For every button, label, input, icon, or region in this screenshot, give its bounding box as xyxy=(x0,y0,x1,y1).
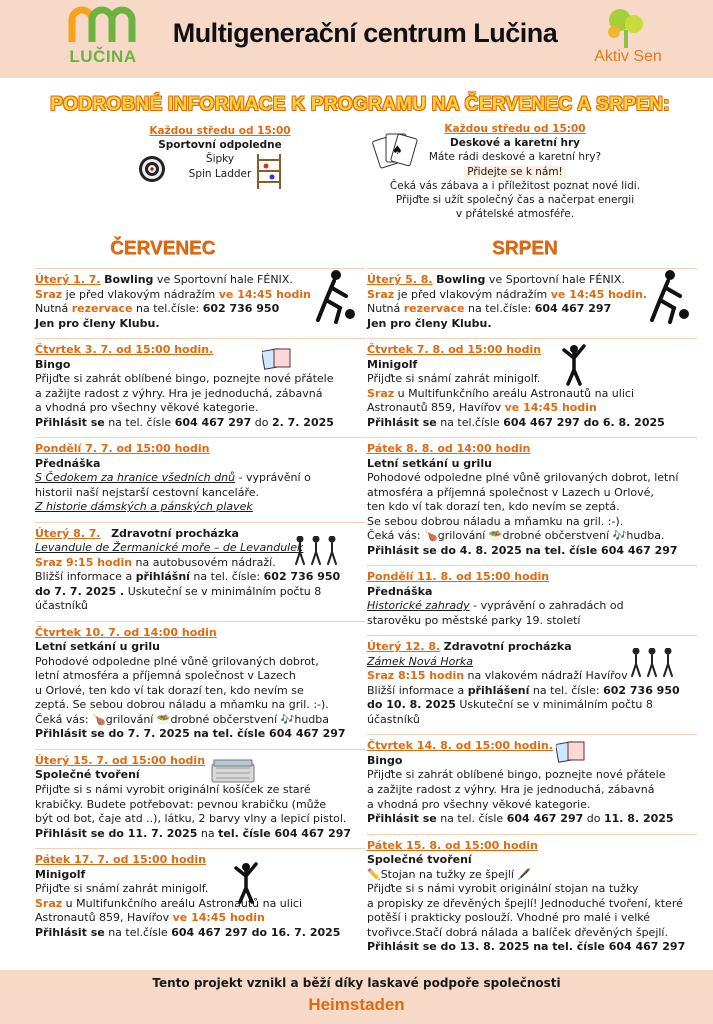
event-topic: Zámek Nová Horka xyxy=(367,654,473,668)
weekly-sports-title: Sportovní odpoledne xyxy=(158,139,282,152)
event-text: - vyprávění o zahradách od xyxy=(469,599,624,613)
event-minigolf-july xyxy=(35,853,365,940)
divider xyxy=(35,848,365,849)
event-grill-july xyxy=(35,626,365,742)
walkers-icon xyxy=(628,648,676,678)
event-date: Úterý 5. 8. xyxy=(367,273,433,286)
program-heading: PODROBNÉ INFORMACE K PROGRAMU NA ČERVENEC A SRPEN: xyxy=(50,94,670,115)
event-text: Sraz xyxy=(35,896,63,910)
event-text: letní atmosféra a příjemná společnost v Lazech xyxy=(35,669,296,683)
event-text: potěší i prakticky poslouží. Vhodné pro malé i velké xyxy=(367,911,651,925)
event-text: a vhodná pro všechny věkové kategorie. xyxy=(35,401,259,415)
event-text: u Orlové, ten kdo ví tak dorazí ten, kdo nevím se xyxy=(35,683,304,697)
event-deadline: 2. 7. 2025 xyxy=(271,415,334,429)
event-text: na tel. čísle xyxy=(104,415,175,429)
event-deadline: 11. 8. 2025 xyxy=(603,812,674,826)
event-text: Přijďte si s námi vyrobit originální stojan na tužky xyxy=(367,882,639,896)
event-deadline: do 10. 8. 2025 xyxy=(367,698,456,712)
month-heading-july: ČERVENEC xyxy=(110,238,216,259)
divider xyxy=(35,621,365,622)
event-date: Pátek 8. 8. od 14:00 hodin xyxy=(367,442,531,456)
event-text: Bližší informace a xyxy=(35,570,136,584)
weekly-games-text: Přidejte se k nám! xyxy=(464,166,566,178)
weekly-games-text: Máte rádi deskové a karetní hry? xyxy=(428,151,602,164)
event-text: Sraz xyxy=(35,287,63,301)
event-date: Čtvrtek 3. 7. od 15:00 hodin. xyxy=(35,343,214,357)
event-text: Čeká vás: 🍗grilování 🥗drobné občerstvení 🎶hudba xyxy=(35,712,330,726)
event-title: Společné tvoření xyxy=(35,768,140,782)
dartboard-icon xyxy=(138,155,166,183)
svg-text:♠: ♠ xyxy=(392,143,403,157)
event-phone: 604 467 297 xyxy=(534,302,612,316)
event-topic: Historické zahrady xyxy=(367,599,470,613)
sponsor-name: Heimstaden xyxy=(308,995,405,1014)
month-heading-august: SRPEN xyxy=(492,238,558,259)
event-text: na tel. čísle xyxy=(436,812,507,826)
event-bingo-july xyxy=(35,343,365,430)
spin-ladder-icon xyxy=(254,152,284,190)
event-time: Sraz 9:15 hodin xyxy=(35,555,133,569)
weekly-games-block xyxy=(360,122,670,221)
event-text: a zažijte radost z výhry. Hra je jednoduchá, zábavná xyxy=(367,782,655,796)
event-date: Úterý 8. 7. xyxy=(35,526,101,540)
event-date: Čtvrtek 10. 7. od 14:00 hodin xyxy=(35,625,217,639)
weekly-sports-when: Každou středu od 15:00 xyxy=(149,125,291,137)
event-text: do xyxy=(583,812,604,826)
event-text: atmosféra a příjemná společnost v Lazech u Orlové, xyxy=(367,485,654,499)
weekly-games-text: v přátelské atmosféře. xyxy=(455,208,575,221)
event-title: Přednáška xyxy=(35,456,101,470)
event-text: a vhodná pro všechny věkové kategorie. xyxy=(367,797,591,811)
event-phone: 602 736 950 xyxy=(603,683,680,697)
event-text: na tel.čísle xyxy=(436,415,504,429)
event-text: Přijďte si zahrát oblíbené bingo, poznejte nové přátele xyxy=(35,372,334,386)
weekly-games-text: Přijďte si užít společný čas a načerpat energii xyxy=(395,193,635,206)
event-text: na tel.čísle xyxy=(104,925,172,939)
event-text: Sraz xyxy=(367,287,395,301)
event-date: Úterý 1. 7. xyxy=(35,273,101,286)
event-text: rezervace xyxy=(403,302,465,316)
bowler-icon xyxy=(644,268,690,324)
header-band xyxy=(0,0,713,78)
lucina-logo-icon xyxy=(68,6,138,44)
event-text: - vyprávění o xyxy=(235,471,311,485)
event-text: Přijďte si s námi vyrobit originální košíček ze staré xyxy=(35,782,311,796)
event-title: Bowling xyxy=(104,273,154,286)
event-registration: Přihlásit se do 7. 7. 2025 na tel. čísle 604 467 297 xyxy=(35,727,346,741)
event-text: Nutná xyxy=(367,302,404,316)
event-title: Letní setkání u grilu xyxy=(367,456,492,470)
event-date: Pondělí 7. 7. od 15:00 hodin xyxy=(35,442,210,456)
event-date: Úterý 15. 7. od 15:00 hodin xyxy=(35,753,206,767)
event-date: Čtvrtek 7. 8. od 15:00 hodin xyxy=(367,343,542,357)
event-text: u Multifunkčního areálu Astronautů na ulici xyxy=(62,896,302,910)
event-text: Přijďte si zahrát oblíbené bingo, poznejte nové přátele xyxy=(367,768,666,782)
event-text: účastníků xyxy=(367,712,420,726)
event-text: Čeká vás: 🍗grilování 🥗drobné občerstvení 🎶hudba. xyxy=(367,529,665,543)
event-text: být od bot, čaje atd ..), látku, 2 barvy vlny a lepicí pistol. xyxy=(35,812,347,826)
event-text: účastníků xyxy=(35,599,88,613)
event-time: Sraz 8:15 hodin xyxy=(367,669,465,683)
event-text: na tel. čísle: xyxy=(529,683,604,697)
event-phone: 602 736 950 xyxy=(202,302,280,316)
event-craft-july xyxy=(35,754,365,841)
event-text: Astronautů 859, Havířov xyxy=(35,911,173,925)
aktivsen-logo xyxy=(572,6,682,72)
event-text: Přihlásit se xyxy=(35,415,105,429)
event-text: Jen pro členy Klubu. xyxy=(367,316,492,330)
event-text: na tel. čísle: xyxy=(189,570,264,584)
event-text: Přijďte si snámí zahrát minigolf. xyxy=(367,372,541,386)
event-time: ve 14:45 hodin xyxy=(218,287,311,301)
event-text: Přihlásit se xyxy=(367,812,437,826)
event-grill-august xyxy=(367,442,697,558)
event-text: krabičky. Budete potřebovat: pevnou krabičku (může xyxy=(35,797,327,811)
event-title: Přednáška xyxy=(367,584,433,598)
divider xyxy=(367,338,697,339)
event-topic: Levandule de Žermanické moře – de Levandulek xyxy=(35,541,304,555)
event-text: Přijďte si snámí zahrát minigolf. xyxy=(35,882,209,896)
divider xyxy=(35,749,365,750)
event-text: a propisky ze dřevěných špejlí! Jednoduché tvoření, které xyxy=(367,896,683,910)
golfer-icon xyxy=(232,862,260,904)
event-text: ve Sportovní hale FÉNIX. xyxy=(485,273,625,286)
event-registration: Přihlásit se do 11. 7. 2025 xyxy=(35,826,198,840)
event-title: Bowling xyxy=(436,273,486,286)
event-deadline: do 7. 7. 2025 . xyxy=(35,584,125,598)
event-text: historii naší nejstarší cestovní kanceláře. xyxy=(35,485,259,499)
event-text: na tel.čísle: xyxy=(132,302,203,316)
divider xyxy=(367,635,697,636)
weekly-sports-item: Spin Ladder xyxy=(188,167,252,180)
event-time: ve 14:45 hodin. xyxy=(550,287,648,301)
event-text: a zažijte radost z výhry. Hra je jednoduchá, zábavná xyxy=(35,386,323,400)
event-phone: 604 467 297 do 6. 8. 2025 xyxy=(503,415,665,429)
weekly-games-when: Každou středu od 15:00 xyxy=(444,123,586,135)
event-text: rezervace xyxy=(71,302,133,316)
divider xyxy=(367,437,697,438)
event-title: Minigolf xyxy=(35,867,86,881)
walkers-icon xyxy=(292,536,340,566)
event-phone: tel. čísle 604 467 297 xyxy=(218,826,352,840)
event-title: Bingo xyxy=(367,753,403,767)
divider xyxy=(35,338,365,339)
event-text: Se sebou dobrou náladu a mňamku na gril. :-). xyxy=(367,514,624,528)
lucina-logo xyxy=(58,6,148,68)
event-topic: S Čedokem za hranice všedních dnů xyxy=(35,471,236,485)
event-title: Bingo xyxy=(35,357,71,371)
event-text: Uskuteční se v minimálním počtu 8 xyxy=(455,698,653,712)
event-lecture-july xyxy=(35,442,365,515)
event-text: Jen pro členy Klubu. xyxy=(35,316,160,330)
event-topic: Z historie dámských a pánských plavek xyxy=(35,500,253,514)
event-title: Společné tvoření xyxy=(367,853,472,867)
weekly-games-text: Čeká vás zábava a i příležitost poznat nové lidi. xyxy=(389,179,641,192)
page-title: Multigenerační centrum Lučina xyxy=(172,18,558,48)
bowler-icon xyxy=(310,268,356,324)
event-text: na tel.čísle: xyxy=(464,302,535,316)
bingo-cards-icon xyxy=(556,740,588,764)
aktivsen-logo-text: Aktiv Sen xyxy=(594,48,662,65)
event-phone: 604 467 297 xyxy=(506,812,584,826)
event-text: starověku po městské parky 19. století xyxy=(367,613,581,627)
event-phone: 602 736 950 xyxy=(263,570,341,584)
event-title: Zdravotní procházka xyxy=(443,640,572,654)
event-title: Zdravotní procházka xyxy=(111,526,239,540)
event-phone: 604 467 297 do 16. 7. 2025 xyxy=(171,925,341,939)
tree-logo-icon xyxy=(572,6,682,50)
event-text: do xyxy=(251,415,272,429)
event-text: na autobusovém nádraží. xyxy=(132,555,276,569)
event-text: na vlakovém nádraží Havířov xyxy=(464,669,628,683)
event-registration: Přihlásit se do 4. 8. 2025 na tel. čísle 604 467 297 xyxy=(367,543,678,557)
divider xyxy=(35,437,365,438)
event-phone: 604 467 297 xyxy=(174,415,252,429)
weekly-sports-item: Šipky xyxy=(205,153,235,166)
weekly-games-title: Deskové a karetní hry xyxy=(450,137,580,150)
event-date: Pátek 15. 8. od 15:00 hodin xyxy=(367,838,538,852)
golfer-icon xyxy=(560,344,588,386)
event-text: přihlášení xyxy=(467,683,530,697)
event-text: ✏️Stojan na tužky ze špejlí 🖋️ xyxy=(367,867,532,881)
footer-text: Tento projekt vznikl a běží díky laskavé podpoře společnosti xyxy=(152,976,561,990)
divider xyxy=(35,522,365,523)
event-text: Nutná xyxy=(35,302,72,316)
event-text: Sraz xyxy=(367,386,395,400)
event-text: Pohodové odpoledne plné vůně grilovaných dobrot, letní xyxy=(367,471,679,485)
divider xyxy=(367,834,697,835)
event-date: Úterý 12. 8. xyxy=(367,640,441,654)
event-text: tvořivce.Stačí dobrá nálada a balíček dřevěných špejlí. xyxy=(367,925,668,939)
divider xyxy=(367,734,697,735)
footer-band xyxy=(0,970,713,1024)
event-text: Bližší informace a xyxy=(367,683,468,697)
event-text: ten kdo ví tak dorazí ten, kdo nevím se zeptá. xyxy=(367,500,620,514)
august-column xyxy=(367,268,697,962)
event-text: zeptá. Se sebou dobrou náladu a mňamku na gril. :-). xyxy=(35,698,329,712)
event-text: ve Sportovní hale FÉNIX. xyxy=(153,273,293,286)
event-text: Přihlásit se xyxy=(35,925,105,939)
event-text: Uskuteční se v minimálním počtu 8 xyxy=(124,584,322,598)
event-registration: Přihlásit se do 13. 8. 2025 na tel. čísle 604 467 297 xyxy=(367,940,686,954)
bingo-cards-icon xyxy=(262,347,294,371)
basket-icon xyxy=(210,758,256,784)
lucina-logo-text: LUČINA xyxy=(69,47,137,66)
event-minigolf-august xyxy=(367,343,697,430)
event-title: Letní setkání u grilu xyxy=(35,640,160,654)
event-bingo-august xyxy=(367,739,697,826)
event-text: je před vlakovým nádražím xyxy=(62,287,219,301)
event-text: Přihlásit se xyxy=(367,415,437,429)
event-text: Pohodové odpoledne plné vůně grilovaných dobrot, xyxy=(35,654,319,668)
divider xyxy=(367,565,697,566)
event-text: přihlášní xyxy=(135,570,190,584)
event-date: Čtvrtek 14. 8. od 15:00 hodin. xyxy=(367,739,553,753)
event-lecture-august xyxy=(367,570,697,628)
event-date: Pondělí 11. 8. od 15:00 hodin xyxy=(367,570,550,584)
event-text: je před vlakovým nádražím xyxy=(394,287,551,301)
event-craft-august xyxy=(367,839,697,955)
event-time: ve 14:45 hodin xyxy=(172,911,265,925)
event-date: Pátek 17. 7. od 15:00 hodin xyxy=(35,853,206,867)
event-text: u Multifunkčního areálu Astronautů na ulici xyxy=(394,386,634,400)
july-column xyxy=(35,268,365,947)
event-title: Minigolf xyxy=(367,357,418,371)
event-text: Astronautů 859, Havířov xyxy=(367,401,505,415)
event-text: na xyxy=(197,826,219,840)
event-time: ve 14:45 hodin xyxy=(504,401,597,415)
